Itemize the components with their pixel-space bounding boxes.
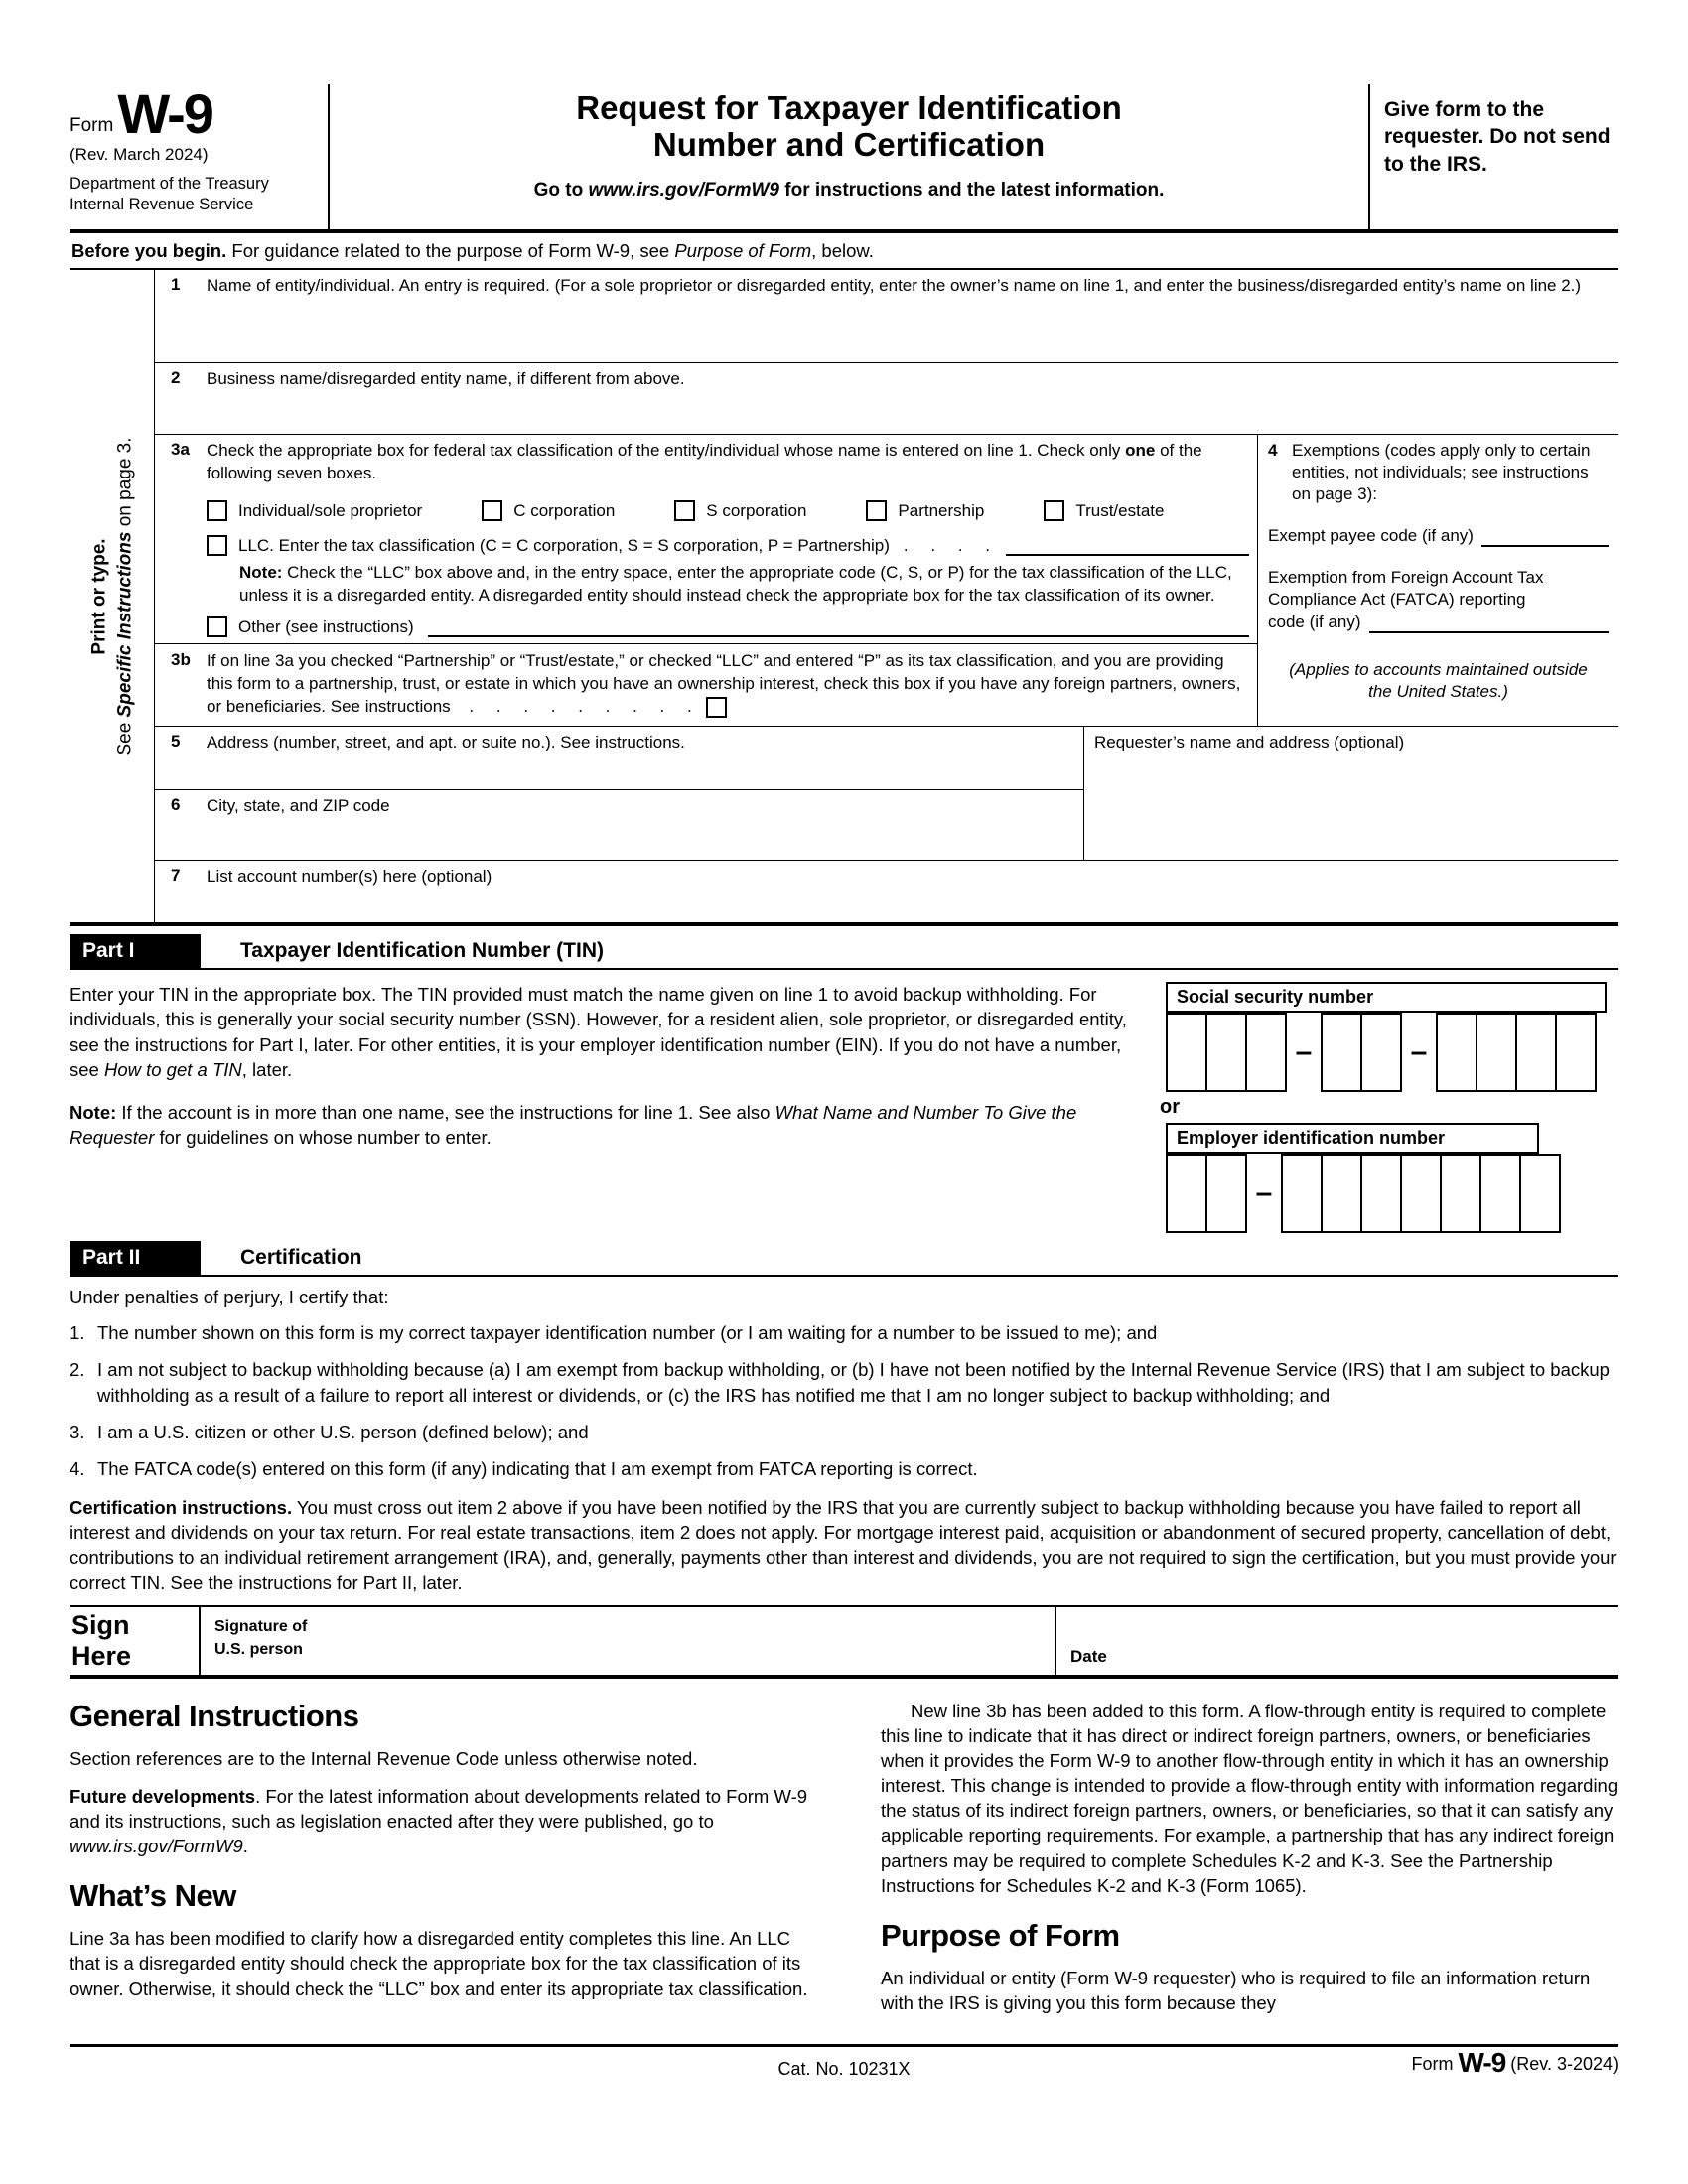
page-footer — [70, 2044, 1618, 2094]
fatca-label-line1: Exemption from Foreign Account Tax Compliance Act (FATCA) reporting — [1268, 568, 1544, 610]
signature-label-line2: U.S. person — [214, 1640, 303, 1658]
line3a-number: 3a — [171, 440, 190, 459]
option-s-corporation — [674, 500, 806, 521]
exemptions-column — [1257, 435, 1618, 726]
certification-instructions-lead: Certification instructions. — [70, 1497, 293, 1519]
option-other — [207, 616, 1249, 637]
requester-label: Requester’s name and address (optional) — [1094, 733, 1405, 752]
applies-note: (Applies to accounts maintained outside the United States.) — [1289, 659, 1588, 701]
footer-revision: (Rev. 3-2024) — [1510, 2054, 1618, 2075]
other-entry[interactable] — [428, 617, 1249, 637]
item-number: 4. — [70, 1457, 85, 1479]
item-text: I am a U.S. citizen or other U.S. person (defined below); and — [97, 1421, 589, 1442]
tin-section — [70, 970, 1618, 1233]
ssn-dash: – — [1410, 1035, 1428, 1069]
requester-box[interactable] — [1083, 727, 1618, 860]
ssn-digit-box[interactable] — [1245, 1013, 1287, 1092]
tin-paragraph-tail: , later. — [241, 1058, 293, 1080]
ssn-digit-box[interactable] — [1436, 1013, 1477, 1092]
part1-label: Part I — [70, 934, 201, 968]
ssn-digit-box[interactable] — [1515, 1013, 1557, 1092]
llc-code-entry[interactable] — [1006, 536, 1249, 556]
ssn-label-box: Social security number — [1166, 982, 1607, 1013]
whats-new-paragraph: Line 3a has been modified to clarify how a disregarded entity completes this line. An LLC that is a disregarded entity should check the appropriate box for the tax classification of its owner. Otherwise, it should check the “LLC” box and enter its appropriate tax classification. — [70, 1928, 808, 1999]
option-llc — [207, 535, 1249, 556]
item-text: The number shown on this form is my correct taxpayer identification number (or I am waiting for a number to be issued to me); and — [97, 1322, 1158, 1344]
line7-label: List account number(s) here (optional) — [207, 867, 492, 887]
sidebar-rotated-text — [86, 437, 137, 755]
c-corporation-checkbox[interactable] — [482, 500, 502, 521]
future-developments-url: www.irs.gov/FormW9 — [70, 1836, 243, 1857]
date-label: Date — [1070, 1646, 1107, 1666]
item-text: The FATCA code(s) entered on this form (if any) indicating that I am exempt from FATCA reporting is correct. — [97, 1457, 978, 1479]
see-instructions-label — [112, 437, 138, 755]
certification-intro: Under penalties of perjury, I certify that: — [70, 1287, 389, 1308]
purpose-paragraph: An individual or entity (Form W-9 requester) who is required to file an information return with the IRS is giving you this form because they — [881, 1967, 1591, 2014]
other-label: Other (see instructions) — [238, 617, 414, 637]
see-word: See — [113, 717, 135, 756]
part2-header-bar — [70, 1241, 1618, 1277]
form-header — [70, 84, 1618, 233]
before-italic: Purpose of Form — [674, 240, 812, 261]
tin-note-lead: Note: — [70, 1101, 117, 1123]
date-area[interactable] — [1055, 1607, 1618, 1675]
item-text: I am not subject to backup withholding because (a) I am exempt from backup withholding, or (b) I have not been notified by the Internal Revenue Service (IRS) that I am subject to backup withholding as a result of a failure to report all interest or dividends, or (c) the IRS has notified me that I am no longer subject to backup withholding; and — [97, 1359, 1610, 1406]
footer-form-word: Form — [1411, 2054, 1454, 2075]
form-subtitle — [344, 180, 1354, 202]
line3b-number: 3b — [171, 650, 191, 670]
form-rows-5-6 — [155, 727, 1618, 861]
certification-item-1 — [70, 1320, 1618, 1345]
form-rows — [154, 270, 1618, 922]
line3a-label-one: one — [1125, 441, 1156, 460]
tin-paragraph-text: Enter your TIN in the appropriate box. The TIN provided must match the name given on line 1 to avoid backup withholding. For individuals, this is generally your social security number (SSN). However, for a resident alien, sole proprietor, or disregarded entity, see the instructions for Part I, later. For other entities, it is your employer identification number (EIN). If you do not have a number, see — [70, 984, 1127, 1080]
line7-number: 7 — [171, 866, 181, 886]
instructions-left-column — [70, 1699, 819, 2029]
partnership-label: Partnership — [898, 500, 985, 520]
ssn-digit-box[interactable] — [1205, 1013, 1247, 1092]
address-column — [155, 727, 1083, 860]
ssn-dash: – — [1295, 1035, 1313, 1069]
ssn-digit-row — [1166, 1013, 1618, 1092]
here-word: Here — [71, 1640, 132, 1671]
print-or-type-label: Print or type. — [87, 538, 109, 655]
line4-header — [1268, 440, 1609, 505]
tin-note — [70, 1100, 1142, 1150]
ein-digit-row — [1166, 1154, 1618, 1233]
line5-address-entry-area[interactable] — [207, 754, 1075, 789]
certification-instructions — [70, 1495, 1618, 1595]
line7-account-entry-area[interactable] — [207, 888, 1611, 922]
general-instructions-section — [70, 1699, 1618, 2029]
line6-number: 6 — [171, 795, 181, 815]
option-individual — [207, 500, 422, 521]
tin-note-tail: for guidelines on whose number to enter. — [154, 1127, 492, 1149]
llc-note — [239, 562, 1249, 607]
part1-title: Taxpayer Identification Number (TIN) — [240, 939, 604, 963]
trust-estate-label: Trust/estate — [1075, 500, 1165, 520]
tin-note-italic: What Name and Number To Give the Requester — [70, 1101, 1077, 1149]
option-c-corporation — [482, 500, 615, 521]
line3a-label-post: of the following seven boxes. — [207, 441, 1202, 482]
whats-new-title: What’s New — [70, 1878, 236, 1914]
tin-paragraph-italic: How to get a TIN — [103, 1058, 242, 1080]
line1-name-entry-area[interactable] — [207, 298, 1611, 362]
ein-digit-box[interactable] — [1281, 1154, 1323, 1233]
sign-here-section — [70, 1605, 1618, 1679]
before-body: For guidance related to the purpose of Form W-9, see — [226, 240, 675, 261]
individual-checkbox[interactable] — [207, 500, 227, 521]
part2-title: Certification — [240, 1246, 362, 1270]
item-number: 1. — [70, 1322, 85, 1344]
s-corporation-checkbox[interactable] — [674, 500, 695, 521]
llc-label: LLC. Enter the tax classification (C = C corporation, S = S corporation, P = Partnership) — [238, 535, 890, 555]
form-row-7 — [155, 861, 1618, 922]
purpose-of-form-title: Purpose of Form — [881, 1917, 1120, 1953]
sign-here-label — [70, 1607, 199, 1675]
signature-label-line1: Signature of — [214, 1617, 308, 1635]
line5-label: Address (number, street, and apt. or suite no.). See instructions. — [207, 733, 685, 752]
irs-url: www.irs.gov/FormW9 — [588, 179, 779, 201]
instructions-right-column — [881, 1699, 1618, 2029]
llc-note-lead: Note: — [239, 563, 283, 583]
ssn-group-2 — [1321, 1013, 1402, 1092]
line6-city-entry-area[interactable] — [207, 818, 1075, 860]
exempt-payee-row — [1268, 525, 1609, 547]
line1-number: 1 — [171, 275, 181, 294]
footer-form-number: W-9 — [1458, 2047, 1506, 2079]
option-trust-estate — [1044, 500, 1164, 521]
form-row-2 — [155, 363, 1618, 435]
other-checkbox[interactable] — [207, 616, 227, 637]
ssn-digit-box[interactable] — [1321, 1013, 1362, 1092]
before-lead: Before you begin. — [71, 240, 227, 261]
before-you-begin — [70, 233, 1618, 270]
individual-label: Individual/sole proprietor — [238, 500, 423, 520]
partnership-checkbox[interactable] — [866, 500, 887, 521]
ein-digit-box[interactable] — [1166, 1154, 1207, 1233]
item-number: 3. — [70, 1421, 85, 1442]
line3a-label — [207, 440, 1249, 484]
line3b-text: If on line 3a you checked “Partnership” or “Trust/estate,” or checked “LLC” and entered “P” as its tax classification, and you are providing this form to a partnership, trust, or estate in which you have an ownership interest, check this box if you have any foreign partners, owners, or beneficiaries. See instructions — [207, 651, 1241, 716]
certification-item-2 — [70, 1357, 1618, 1407]
form-row-6 — [155, 790, 1083, 860]
goto-suffix: for instructions and the latest information. — [778, 179, 1165, 201]
form-title-block — [330, 84, 1368, 229]
certification-item-3 — [70, 1420, 1618, 1444]
ein-digit-box[interactable] — [1519, 1154, 1561, 1233]
general-instructions-title: General Instructions — [70, 1698, 359, 1733]
line6-label: City, state, and ZIP code — [207, 796, 390, 816]
tin-note-body: If the account is in more than one name, see the instructions for line 1. See also — [116, 1101, 775, 1123]
line2-number: 2 — [171, 368, 181, 387]
line3a-label-pre: Check the appropriate box for federal tax classification of the entity/individual whose name is entered on line 1. Check only — [207, 441, 1126, 460]
future-developments-paragraph — [70, 1784, 819, 1858]
form-number: W-9 — [117, 82, 212, 145]
line3b-dot-leader: . . . . . . . . . — [469, 696, 692, 716]
ein-label-box: Employer identification number — [1166, 1123, 1539, 1154]
trust-estate-checkbox[interactable] — [1044, 500, 1064, 521]
before-tail: , below. — [811, 240, 874, 261]
line3b-change-paragraph: New line 3b has been added to this form. A flow-through entity is required to complete this line to indicate that it has direct or indirect foreign partners, owners, or beneficiaries when it provides the Form W-9 to another flow-through entity in which it has an ownership interest. This change is intended to provide a flow-through entity with information regarding the status of its indirect foreign partners, owners, or beneficiaries, so that it can satisfy any applicable reporting requirements. For example, a partnership that has any indirect foreign partners may be required to complete Schedules K-2 and K-3. See the Partnership Instructions for Schedules K-2 and K-3 (Form 1065). — [881, 1700, 1618, 1896]
revision-date: (Rev. March 2024) — [70, 145, 209, 164]
or-label: or — [1160, 1096, 1180, 1119]
future-developments-lead: Future developments — [70, 1785, 256, 1807]
line5-number: 5 — [171, 732, 181, 751]
footer-form-id — [1411, 2047, 1618, 2079]
section-references-paragraph: Section references are to the Internal Revenue Code unless otherwise noted. — [70, 1747, 698, 1769]
tin-instructions — [70, 982, 1142, 1233]
give-form-note: Give form to the requester. Do not send to the IRS. — [1368, 84, 1618, 229]
form-row-5 — [155, 727, 1083, 790]
form-rows-3-4 — [155, 435, 1618, 727]
form-title: Request for Taxpayer Identification Number and Certification — [576, 89, 1122, 163]
form-word: Form — [70, 115, 114, 136]
future-developments-tail: . — [242, 1836, 248, 1857]
ssn-digit-box[interactable] — [1476, 1013, 1517, 1092]
option-partnership — [866, 500, 984, 521]
ein-digit-box[interactable] — [1440, 1154, 1481, 1233]
line4-number: 4 — [1268, 441, 1278, 460]
line1-label: Name of entity/individual. An entry is required. (For a sole proprietor or disregarded entity, enter the owner’s name on line 1, and enter the business/disregarded entity’s name on line 2.) — [207, 276, 1582, 295]
part2-label: Part II — [70, 1241, 201, 1275]
signature-label — [214, 1615, 1055, 1661]
form-identity-block — [70, 84, 330, 229]
ssn-digit-box[interactable] — [1555, 1013, 1597, 1092]
line2-business-name-entry-area[interactable] — [207, 391, 1611, 434]
line3b-label — [207, 650, 1247, 718]
ssn-group-3 — [1436, 1013, 1597, 1092]
c-corporation-label: C corporation — [513, 500, 616, 520]
ssn-group-1 — [1166, 1013, 1287, 1092]
certification-item-4 — [70, 1456, 1618, 1481]
llc-checkbox[interactable] — [207, 535, 227, 556]
form-row-1 — [155, 270, 1618, 363]
print-or-type-sidebar — [70, 270, 154, 922]
ein-digit-box[interactable] — [1205, 1154, 1247, 1233]
ein-digit-box[interactable] — [1479, 1154, 1521, 1233]
specific-instructions-word: Specific Instructions — [113, 531, 135, 718]
fatca-code-entry[interactable] — [1369, 615, 1609, 633]
department-line1: Department of the Treasury — [70, 175, 269, 193]
line2-label: Business name/disregarded entity name, if different from above. — [207, 369, 685, 388]
part1-header-bar — [70, 934, 1618, 970]
item-number: 2. — [70, 1359, 85, 1381]
ein-dash: – — [1255, 1176, 1273, 1210]
tax-classification-column — [155, 435, 1257, 726]
tin-paragraph — [70, 982, 1142, 1082]
form-row-3a — [155, 435, 1257, 644]
catalog-number: Cat. No. 10231X — [777, 2059, 911, 2080]
fatca-code-row — [1268, 612, 1609, 633]
ein-group-2 — [1281, 1154, 1561, 1233]
ein-digit-box[interactable] — [1360, 1154, 1402, 1233]
goto-prefix: Go to — [533, 179, 589, 201]
foreign-partners-checkbox[interactable] — [706, 697, 727, 718]
ein-group-1 — [1166, 1154, 1247, 1233]
ein-digit-box[interactable] — [1321, 1154, 1362, 1233]
certification-instructions-body: You must cross out item 2 above if you have been notified by the IRS that you are currently subject to backup withholding because you have failed to report all interest and dividends on your tax return. For real estate transactions, item 2 does not apply. For mortgage interest paid, acquisition or abandonment of secured property, cancellation of debt, contributions to an individual retirement arrangement (IRA), and, generally, payments other than interest and dividends, you are not required to sign the certification, but you must provide your correct TIN. See the instructions for Part II, later. — [70, 1497, 1617, 1593]
page3-word: on page 3. — [113, 437, 135, 532]
department-line2: Internal Revenue Service — [70, 196, 254, 214]
exempt-payee-label: Exempt payee code (if any) — [1268, 526, 1474, 546]
signature-area[interactable] — [199, 1607, 1055, 1675]
form-row-3b — [155, 644, 1257, 726]
line4-label: Exemptions (codes apply only to certain entities, not individuals; see instructions on page 3): — [1292, 441, 1591, 504]
tax-classification-options — [207, 500, 1249, 521]
s-corporation-label: S corporation — [706, 500, 807, 520]
fatca-label-line2: code (if any) — [1268, 612, 1361, 631]
form-body — [70, 270, 1618, 926]
ssn-digit-box[interactable] — [1166, 1013, 1207, 1092]
sign-word: Sign — [71, 1609, 130, 1640]
ssn-digit-box[interactable] — [1360, 1013, 1402, 1092]
exempt-payee-entry[interactable] — [1481, 529, 1609, 547]
future-developments-body: . For the latest information about developments related to Form W-9 and its instructions, such as legislation enacted after they were published, go to — [70, 1785, 808, 1832]
llc-note-body: Check the “LLC” box above and, in the entry space, enter the appropriate code (C, S, or P) for the tax classification of the LLC, unless it is a disregarded entity. A disregarded entity should instead check the appropriate box for the tax classification of its owner. — [239, 563, 1232, 605]
ein-digit-box[interactable] — [1400, 1154, 1442, 1233]
department-lines — [70, 174, 320, 216]
tin-boxes — [1142, 982, 1618, 1233]
llc-dot-leader: . . . . — [903, 535, 990, 555]
